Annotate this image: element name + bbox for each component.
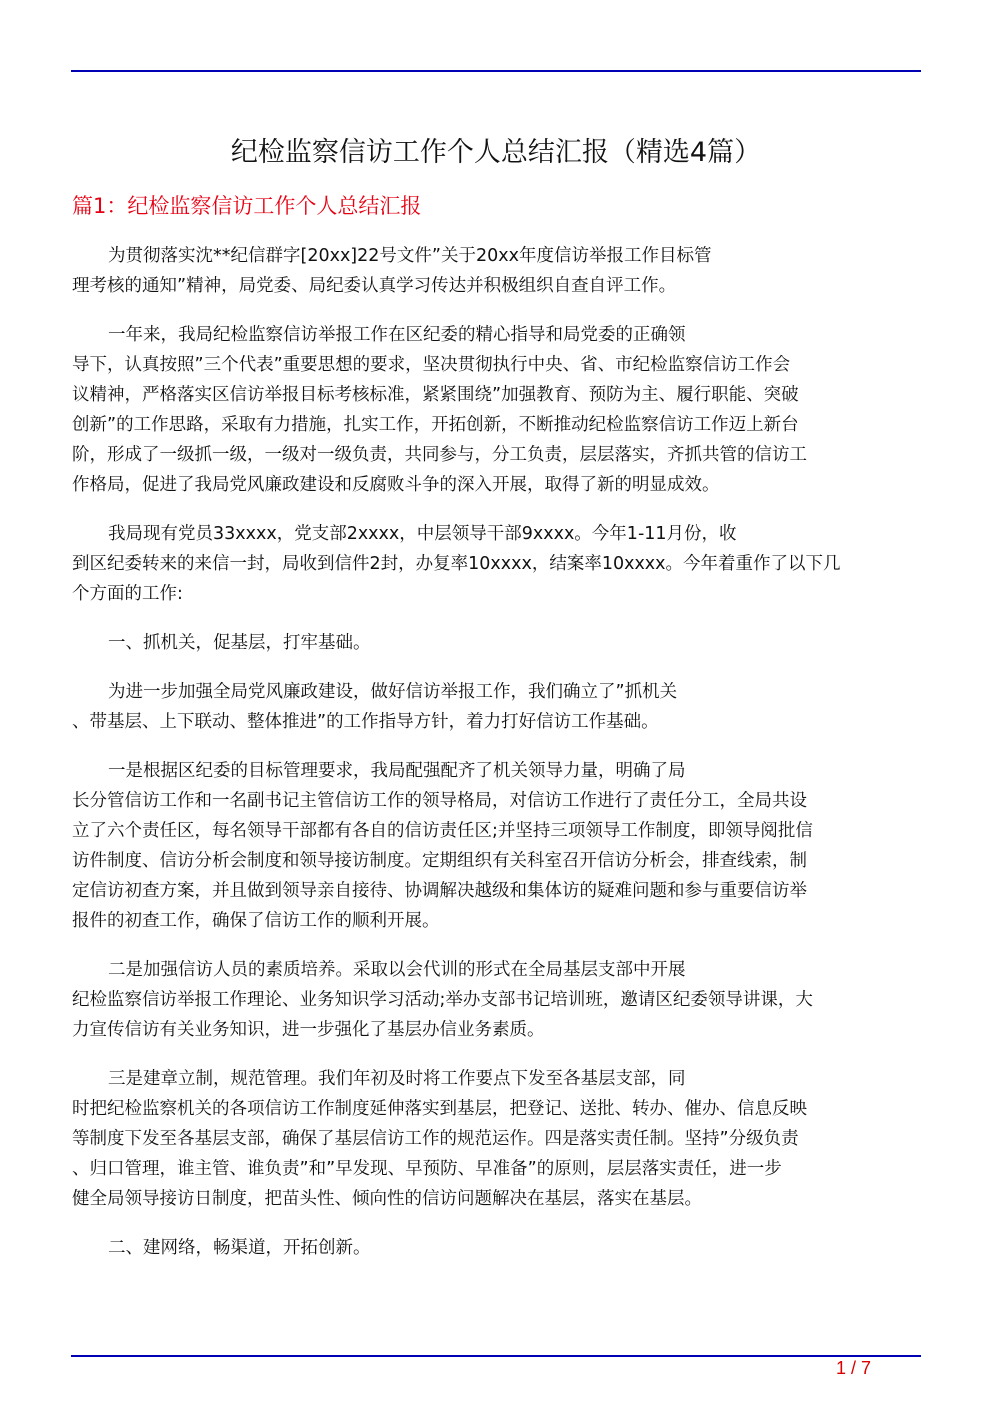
paragraph	[72, 756, 922, 936]
paragraph-line: 立了六个责任区，每名领导干部都有各自的信访责任区;并坚持三项领导工作制度，即领导阅批信	[72, 821, 813, 841]
page-number: 1 / 7	[836, 1358, 872, 1378]
paragraph-line: 我局现有党员33xxxx，党支部2xxxx，中层领导干部9xxxx。今年1-11月份，收	[108, 524, 737, 544]
paragraph-line: 报件的初查工作，确保了信访工作的顺利开展。	[72, 911, 440, 931]
paragraph-line: 二、建网络，畅渠道，开拓创新。	[108, 1238, 371, 1258]
paragraph-line: 、归口管理，谁主管、谁负责”和”早发现、早预防、早准备”的原则，层层落实责任，进一步	[72, 1159, 782, 1179]
paragraph	[72, 320, 922, 500]
paragraph-line: 时把纪检监察机关的各项信访工作制度延伸落实到基层，把登记、送批、转办、催办、信息反映	[72, 1099, 807, 1119]
section-heading: 篇1：纪检监察信访工作个人总结汇报	[72, 194, 422, 218]
paragraph-line: 、带基层、上下联动、整体推进”的工作指导方针，着力打好信访工作基础。	[72, 712, 659, 732]
paragraph-line: 为贯彻落实沈**纪信群字[20xx]22号文件”关于20xx年度信访举报工作目标管	[108, 246, 712, 266]
paragraph	[72, 955, 922, 1045]
document-title: 纪检监察信访工作个人总结汇报（精选4篇）	[230, 137, 762, 168]
paragraph-line: 为进一步加强全局党风廉政建设，做好信访举报工作，我们确立了”抓机关	[108, 682, 678, 702]
paragraph-line: 健全局领导接访日制度，把苗头性、倾向性的信访问题解决在基层，落实在基层。	[72, 1189, 702, 1209]
paragraph-line: 作格局，促进了我局党风廉政建设和反腐败斗争的深入开展，取得了新的明显成效。	[72, 475, 720, 495]
footer-rule	[71, 1355, 921, 1357]
paragraph	[72, 677, 922, 737]
paragraph-line: 二是加强信访人员的素质培养。采取以会代训的形式在全局基层支部中开展	[108, 960, 686, 980]
paragraph-line: 纪检监察信访举报工作理论、业务知识学习活动;举办支部书记培训班，邀请区纪委领导讲课，大	[72, 990, 813, 1010]
paragraph-line: 到区纪委转来的来信一封，局收到信件2封，办复率10xxxx，结案率10xxxx。今年着重作了以下几	[72, 554, 841, 574]
paragraph	[72, 628, 922, 658]
paragraph-line: 一是根据区纪委的目标管理要求，我局配强配齐了机关领导力量，明确了局	[108, 761, 686, 781]
paragraph-line: 三是建章立制，规范管理。我们年初及时将工作要点下发至各基层支部，同	[108, 1069, 686, 1089]
paragraph-line: 长分管信访工作和一名副书记主管信访工作的领导格局，对信访工作进行了责任分工，全局共设	[72, 791, 807, 811]
paragraph-line: 理考核的通知”精神，局党委、局纪委认真学习传达并积极组织自查自评工作。	[72, 276, 677, 296]
header-rule	[71, 70, 921, 72]
paragraph	[72, 1233, 922, 1263]
paragraph	[72, 519, 922, 609]
paragraph	[72, 1064, 922, 1214]
paragraph-line: 议精神，严格落实区信访举报目标考核标准，紧紧围绕”加强教育、预防为主、履行职能、突破	[72, 385, 799, 405]
paragraph-line: 力宣传信访有关业务知识，进一步强化了基层办信业务素质。	[72, 1020, 545, 1040]
paragraph-line: 一、抓机关，促基层，打牢基础。	[108, 633, 371, 653]
paragraph-line: 个方面的工作:	[72, 584, 183, 604]
paragraph-line: 创新”的工作思路，采取有力措施，扎实工作，开拓创新，不断推动纪检监察信访工作迈上新台	[72, 415, 799, 435]
paragraph	[72, 241, 922, 301]
paragraph-line: 定信访初查方案，并且做到领导亲自接待、协调解决越级和集体访的疑难问题和参与重要信访举	[72, 881, 807, 901]
paragraph-line: 阶，形成了一级抓一级，一级对一级负责，共同参与，分工负责，层层落实，齐抓共管的信访工	[72, 445, 807, 465]
paragraph-line: 访件制度、信访分析会制度和领导接访制度。定期组织有关科室召开信访分析会，排查线索，制	[72, 851, 807, 871]
paragraph-line: 一年来，我局纪检监察信访举报工作在区纪委的精心指导和局党委的正确领	[108, 325, 686, 345]
document-body	[72, 241, 922, 1282]
paragraph-line: 导下，认真按照”三个代表”重要思想的要求，坚决贯彻执行中央、省、市纪检监察信访工作会	[72, 355, 791, 375]
paragraph-line: 等制度下发至各基层支部，确保了基层信访工作的规范运作。四是落实责任制。坚持”分级负责	[72, 1129, 799, 1149]
